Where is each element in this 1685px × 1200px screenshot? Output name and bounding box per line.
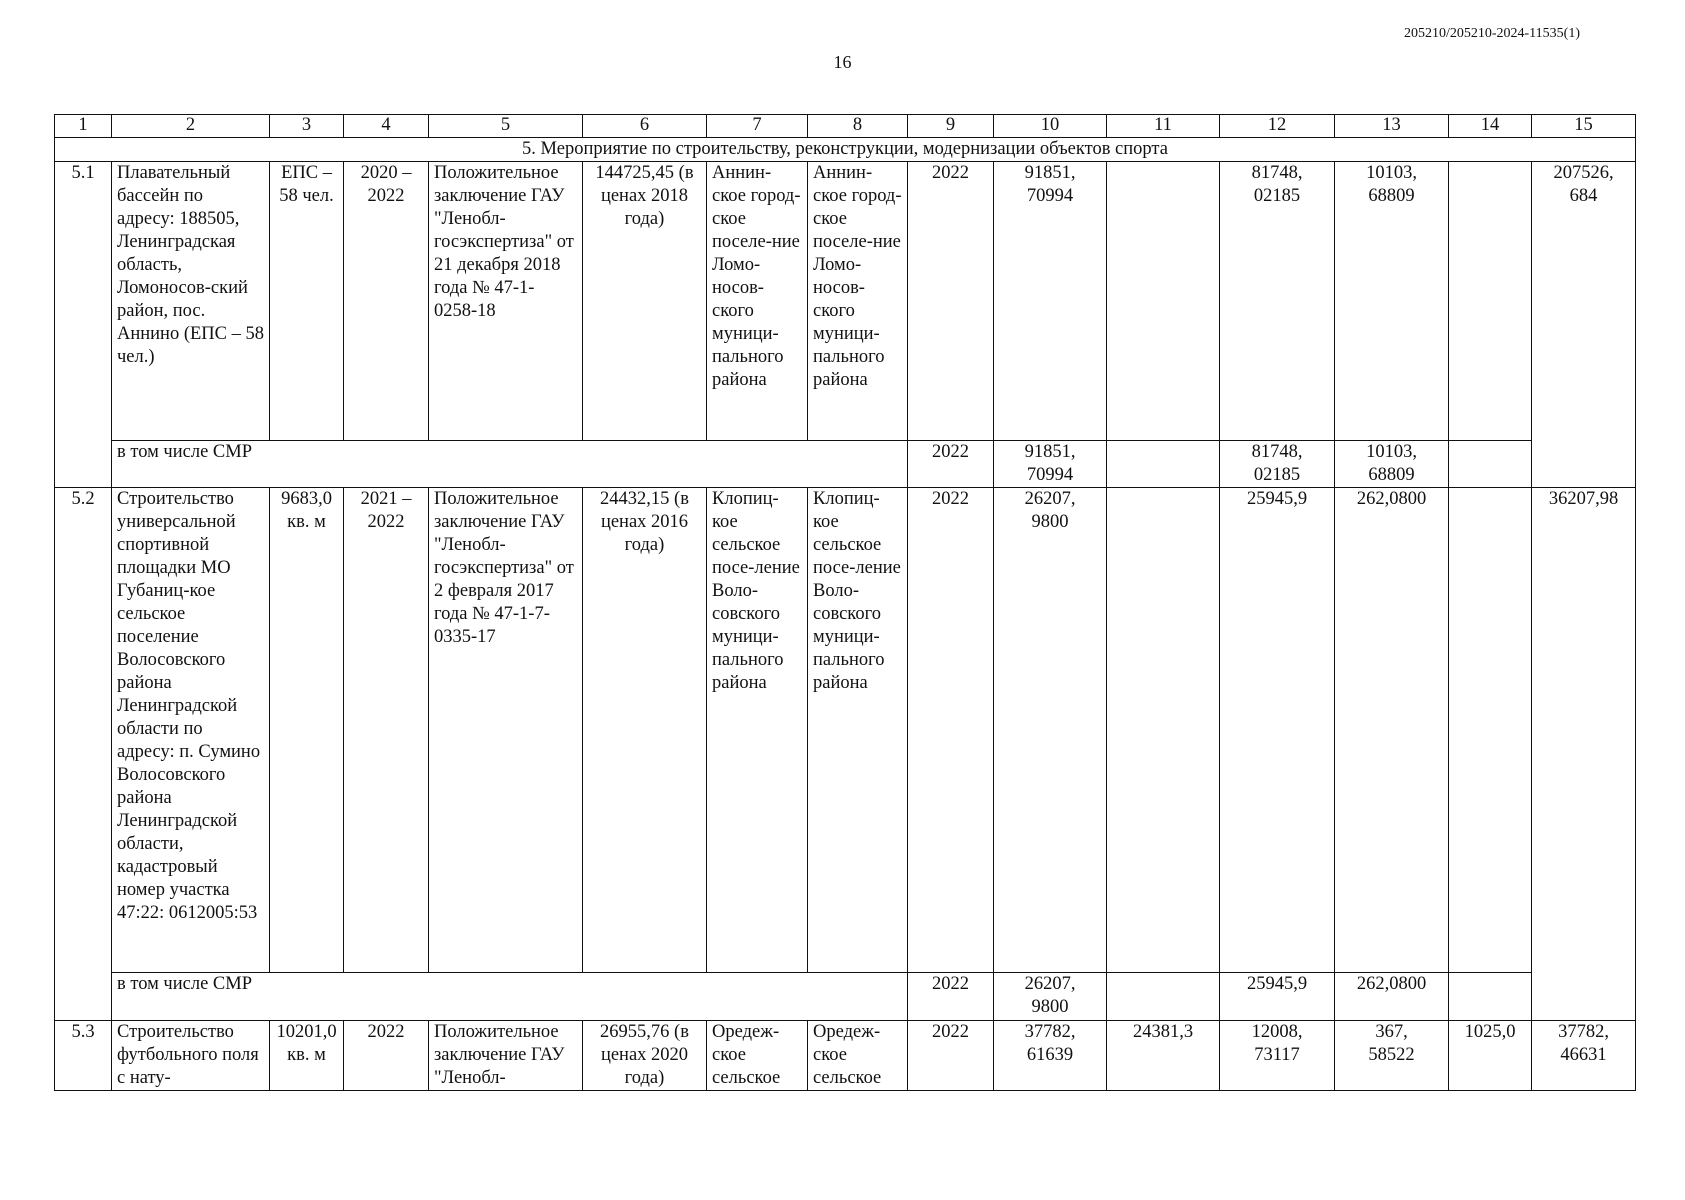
total-amount: 91851, 70994 [994,441,1107,488]
total-amount: 26207, 9800 [994,488,1107,973]
col-number-9: 9 [908,115,994,138]
col-number-15: 15 [1532,115,1636,138]
measures-table [54,114,1636,1091]
col-number-5: 5 [429,115,583,138]
table-row [55,1021,1636,1091]
row-number: 5.2 [55,488,112,1021]
col-number-14: 14 [1449,115,1532,138]
regional-budget: 81748, 02185 [1220,441,1335,488]
full-cost: 37782, 46631 [1532,1021,1636,1091]
col-number-2: 2 [112,115,270,138]
year: 2022 [908,1021,994,1091]
table-row [55,488,1636,973]
section-row [55,138,1636,162]
customer: Клопиц-кое сельское посе-ление Воло-совского муници-пального района [707,488,808,973]
year: 2022 [908,162,994,441]
owner: Оредеж-ское сельское [808,1021,908,1091]
regional-budget: 25945,9 [1220,488,1335,973]
full-cost: 36207,98 [1532,488,1636,1021]
other-sources [1449,973,1532,1021]
local-budget: 262,0800 [1335,488,1449,973]
object-name: Строительство универсальной спортивной площадки МО Губаниц-кое сельское поселение Волосовского района Ленинградской области по адресу: п. Сумино Волосовского района Ленинградской области, кадастровый номер участка 47:22: 0612005:53 [112,488,270,973]
customer: Оредеж-ское сельское [707,1021,808,1091]
col-number-10: 10 [994,115,1107,138]
col-number-3: 3 [270,115,344,138]
object-name: Плавательный бассейн по адресу: 188505, Ленинградская область, Ломоносов-ский район, пос. Аннино (ЕПС – 58 чел.) [112,162,270,441]
federal-budget [1107,162,1220,441]
year: 2022 [908,973,994,1021]
federal-budget: 24381,3 [1107,1021,1220,1091]
table-row [55,162,1636,441]
construction-period: 2020 – 2022 [344,162,429,441]
construction-period: 2021 – 2022 [344,488,429,973]
expertise-conclusion: Положительное заключение ГАУ "Ленобл-госэкспертиза" от 2 февраля 2017 года № 47-1-7-0335-17 [429,488,583,973]
capacity: 10201,0 кв. м [270,1021,344,1091]
federal-budget [1107,441,1220,488]
other-sources: 1025,0 [1449,1021,1532,1091]
subtotal-label: в том числе СМР [112,441,908,488]
table-row-subtotal [55,973,1636,1021]
regional-budget: 12008, 73117 [1220,1021,1335,1091]
owner: Аннин-ское город-ское поселе-ние Ломо-носов-ского муници-пального района [808,162,908,441]
col-number-1: 1 [55,115,112,138]
year: 2022 [908,441,994,488]
subtotal-label: в том числе СМР [112,973,908,1021]
estimated-cost: 144725,45 (в ценах 2018 года) [583,162,707,441]
federal-budget [1107,973,1220,1021]
estimated-cost: 24432,15 (в ценах 2016 года) [583,488,707,973]
col-number-12: 12 [1220,115,1335,138]
local-budget: 262,0800 [1335,973,1449,1021]
object-name: Строительство футбольного поля с нату- [112,1021,270,1091]
customer: Аннин-ское город-ское поселе-ние Ломо-носов-ского муници-пального района [707,162,808,441]
construction-period: 2022 [344,1021,429,1091]
local-budget: 10103, 68809 [1335,162,1449,441]
total-amount: 37782, 61639 [994,1021,1107,1091]
full-cost: 207526, 684 [1532,162,1636,488]
federal-budget [1107,488,1220,973]
owner: Клопиц-кое сельское посе-ление Воло-совского муници-пального района [808,488,908,973]
col-number-6: 6 [583,115,707,138]
expertise-conclusion: Положительное заключение ГАУ "Ленобл-госэкспертиза" от 21 декабря 2018 года № 47-1-0258-18 [429,162,583,441]
capacity: 9683,0 кв. м [270,488,344,973]
expertise-conclusion: Положительное заключение ГАУ "Ленобл- [429,1021,583,1091]
col-number-7: 7 [707,115,808,138]
total-amount: 26207, 9800 [994,973,1107,1021]
year: 2022 [908,488,994,973]
other-sources [1449,488,1532,973]
document-code: 205210/205210-2024-11535(1) [1403,26,1580,41]
col-number-13: 13 [1335,115,1449,138]
page-number: 16 [833,52,852,72]
local-budget: 367, 58522 [1335,1021,1449,1091]
row-number: 5.1 [55,162,112,488]
col-number-8: 8 [808,115,908,138]
col-number-4: 4 [344,115,429,138]
estimated-cost: 26955,76 (в ценах 2020 года) [583,1021,707,1091]
regional-budget: 81748, 02185 [1220,162,1335,441]
section-title: 5. Мероприятие по строительству, реконструкции, модернизации объектов спорта [55,138,1636,162]
row-number: 5.3 [55,1021,112,1091]
regional-budget: 25945,9 [1220,973,1335,1021]
column-number-row [55,115,1636,138]
local-budget: 10103, 68809 [1335,441,1449,488]
total-amount: 91851, 70994 [994,162,1107,441]
capacity: ЕПС – 58 чел. [270,162,344,441]
other-sources [1449,162,1532,441]
table-row-subtotal [55,441,1636,488]
col-number-11: 11 [1107,115,1220,138]
other-sources [1449,441,1532,488]
